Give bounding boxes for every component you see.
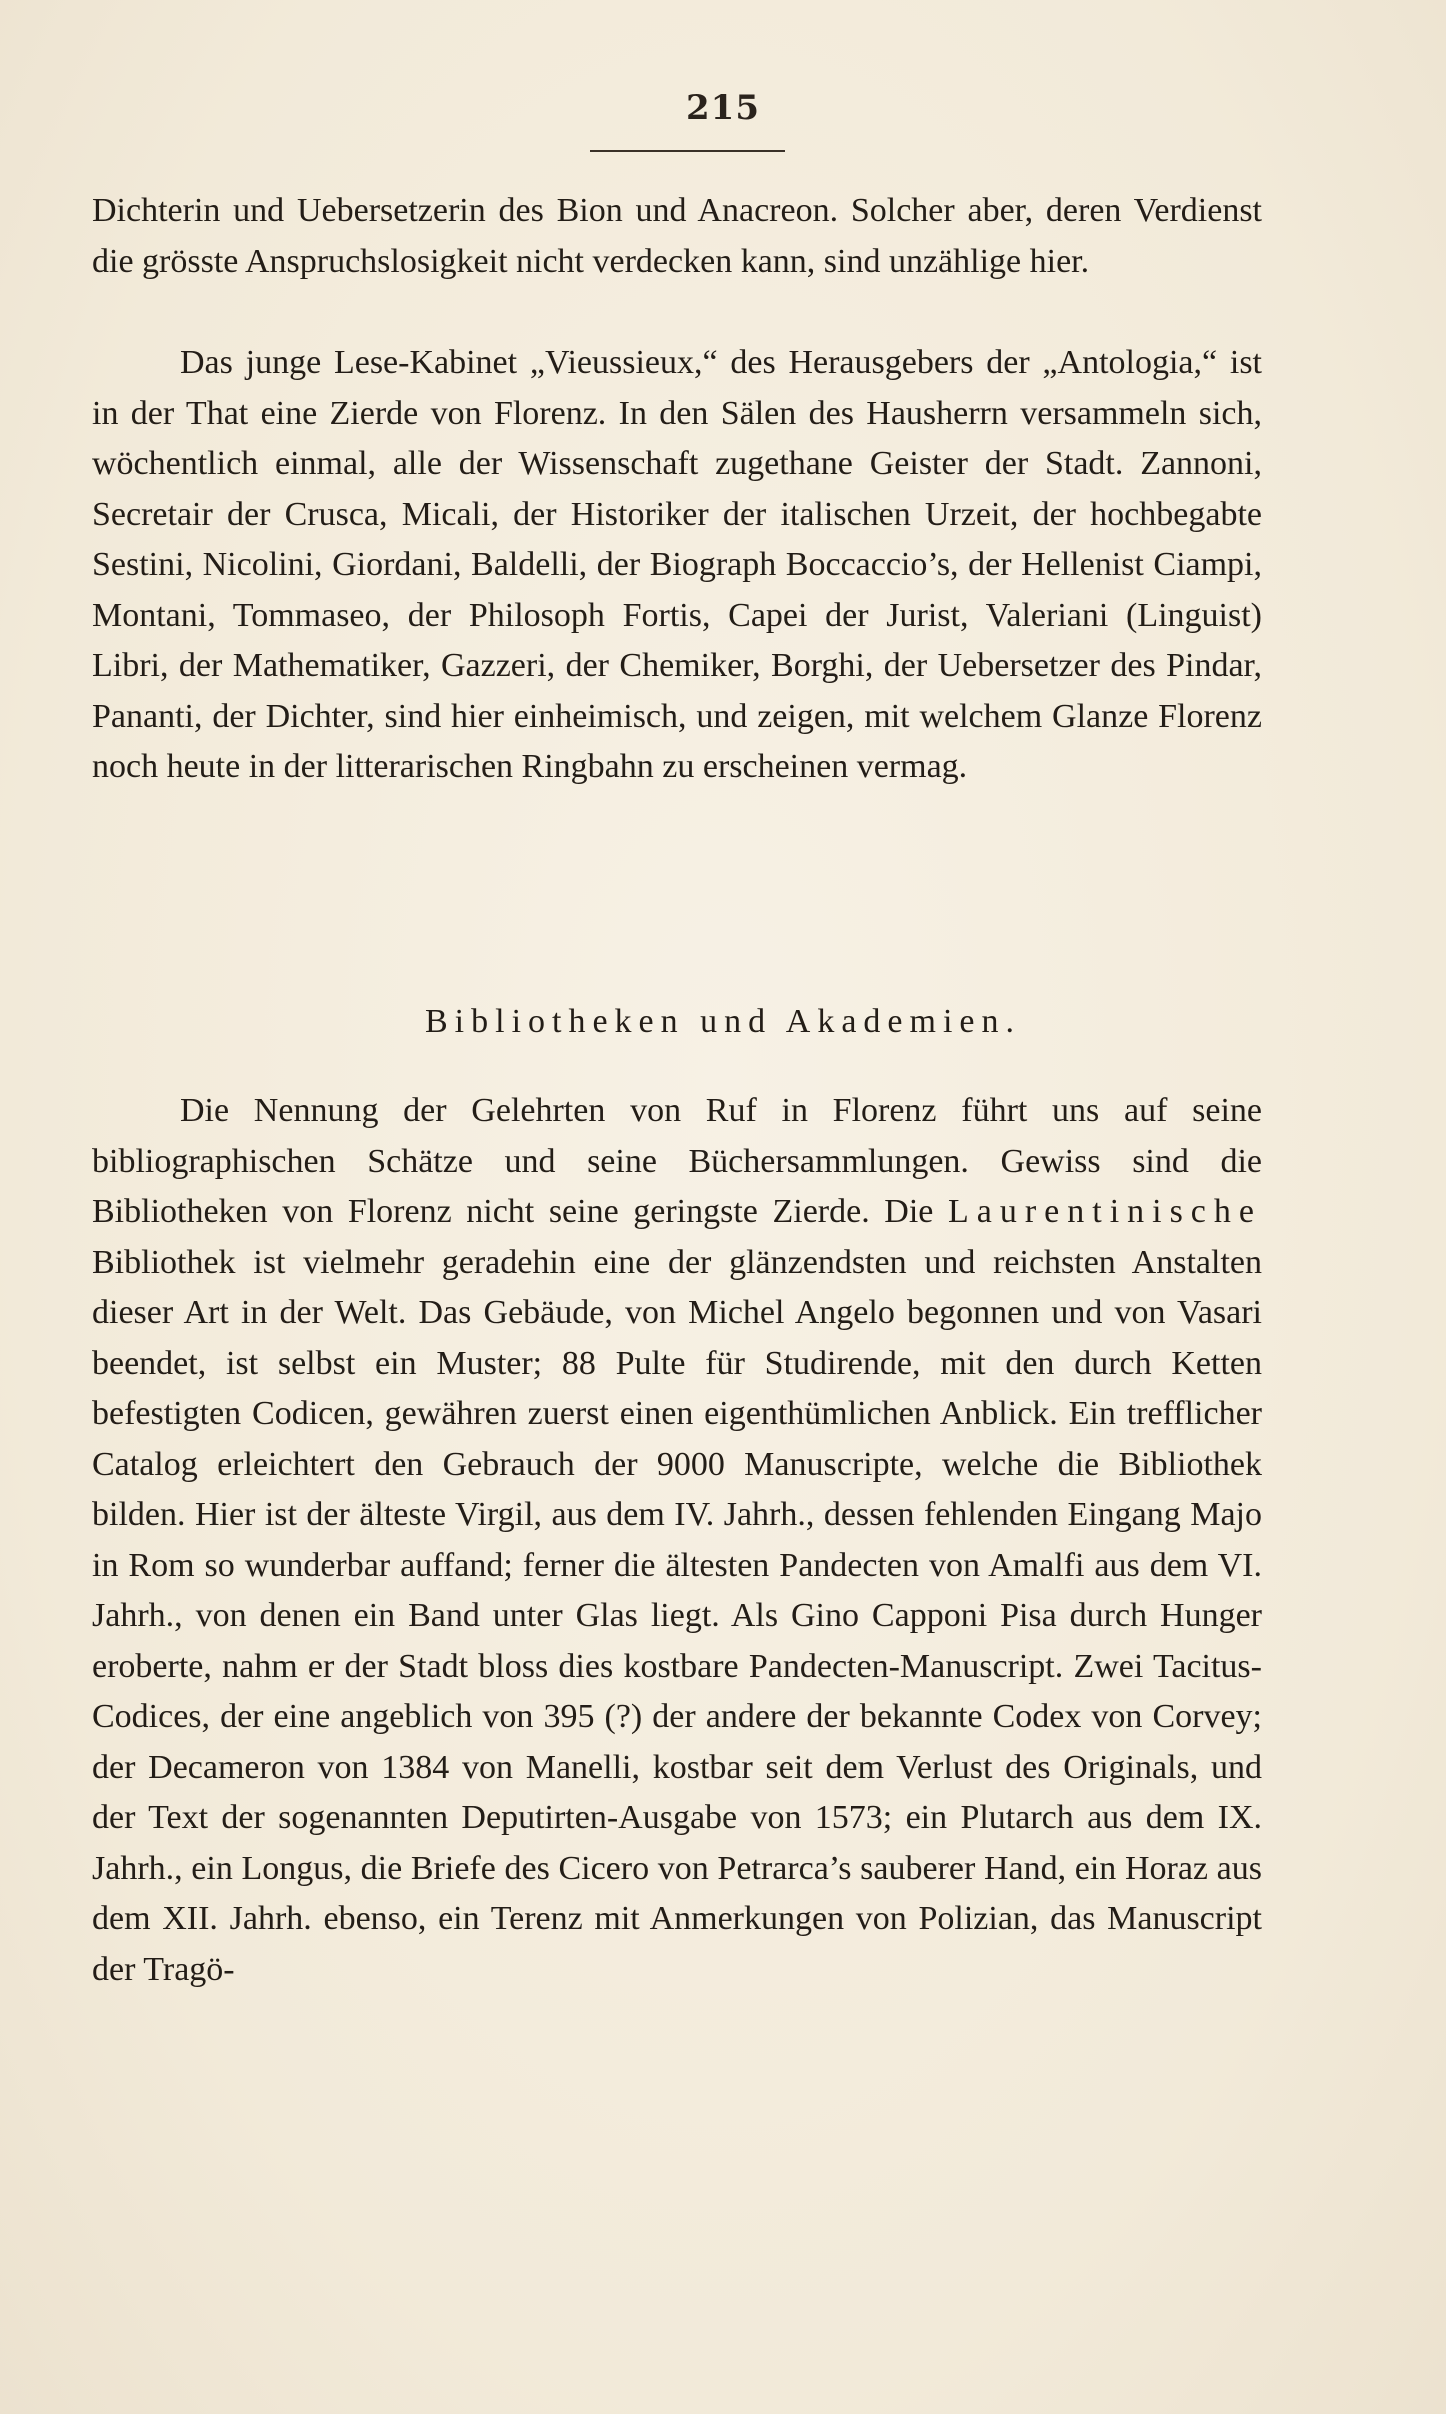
page-header <box>0 88 1446 128</box>
paragraph-bibliotheken <box>92 1086 1262 1995</box>
paragraph-continuation: Dichterin und Uebersetzerin des Bion und Anacreon. Solcher aber, deren Verdienst die grösste Anspruchslosigkeit nicht verdecken kann, sind unzählige hier. <box>92 192 1262 280</box>
page-number: 215 <box>686 88 760 128</box>
page-bottom-margin <box>0 2200 1446 2414</box>
header-rule <box>590 150 785 152</box>
section-heading: Bibliotheken und Akademien. <box>425 1003 1021 1040</box>
emphasized-library-name: Laurentinische <box>947 1193 1262 1230</box>
paragraph-text-start: Die Nennung der Gelehrten von Ruf in Florenz führt uns auf seine bibliographischen Schätze und seine Büchersammlungen. Gewiss sind die Bibliotheken von Florenz nicht seine geringste Zierde. Die <box>92 1092 1262 1230</box>
paragraph-lese-kabinet: Das junge Lese-Kabinet „Vieussieux,“ des Herausgebers der „Antologia,“ ist in der That eine Zierde von Florenz. In den Sälen des Hausherrn versammeln sich, wöchentlich einmal, alle der Wissenschaft zugethane Geister der Stadt. Zannoni, Secretair der Crusca, Micali, der Historiker der italischen Urzeit, der hochbegabte Sestini, Nicolini, Giordani, Baldelli, der Biograph Boccaccio’s, der Hellenist Ciampi, Montani, Tommaseo, der Philosoph Fortis, Capei der Jurist, Valeriani (Linguist) Libri, der Mathematiker, Gazzeri, der Chemiker, Borghi, der Uebersetzer des Pindar, Pananti, der Dichter, sind hier einheimisch, und zeigen, mit welchem Glanze Florenz noch heute in der litterarischen Ringbahn zu erscheinen vermag. <box>92 344 1262 785</box>
paragraph-text-rest: Bibliothek ist vielmehr geradehin eine der glänzendsten und reichsten Anstalten dieser Art in der Welt. Das Gebäude, von Michel Angelo begonnen und von Vasari beendet, ist selbst ein Muster; 88 Pulte für Studirende, mit den durch Ketten befestigten Codicen, gewähren zuerst einen eigenthümlichen Anblick. Ein trefflicher Catalog erleichtert den Gebrauch der 9000 Manuscripte, welche die Bibliothek bilden. Hier ist der älteste Virgil, aus dem IV. Jahrh., dessen fehlenden Eingang Majo in Rom so wunderbar auffand; ferner die ältesten Pandecten von Amalfi aus dem VI. Jahrh., von denen ein Band unter Glas liegt. Als Gino Capponi Pisa durch Hunger eroberte, nahm er der Stadt bloss dies kostbare Pandecten-Manuscript. Zwei Tacitus-Codices, der eine angeblich von 395 (?) der andere der bekannte Codex von Corvey; der Decameron von 1384 von Manelli, kostbar seit dem Verlust des Originals, und der Text der sogenannten Deputirten-Ausgabe von 1573; ein Plutarch aus dem IX. Jahrh., ein Longus, die Briefe des Cicero von Petrarca’s sauberer Hand, ein Horaz aus dem XII. Jahrh. ebenso, ein Terenz mit Anmerkungen von Polizian, das Manuscript der Tragö- <box>92 1243 1262 1988</box>
